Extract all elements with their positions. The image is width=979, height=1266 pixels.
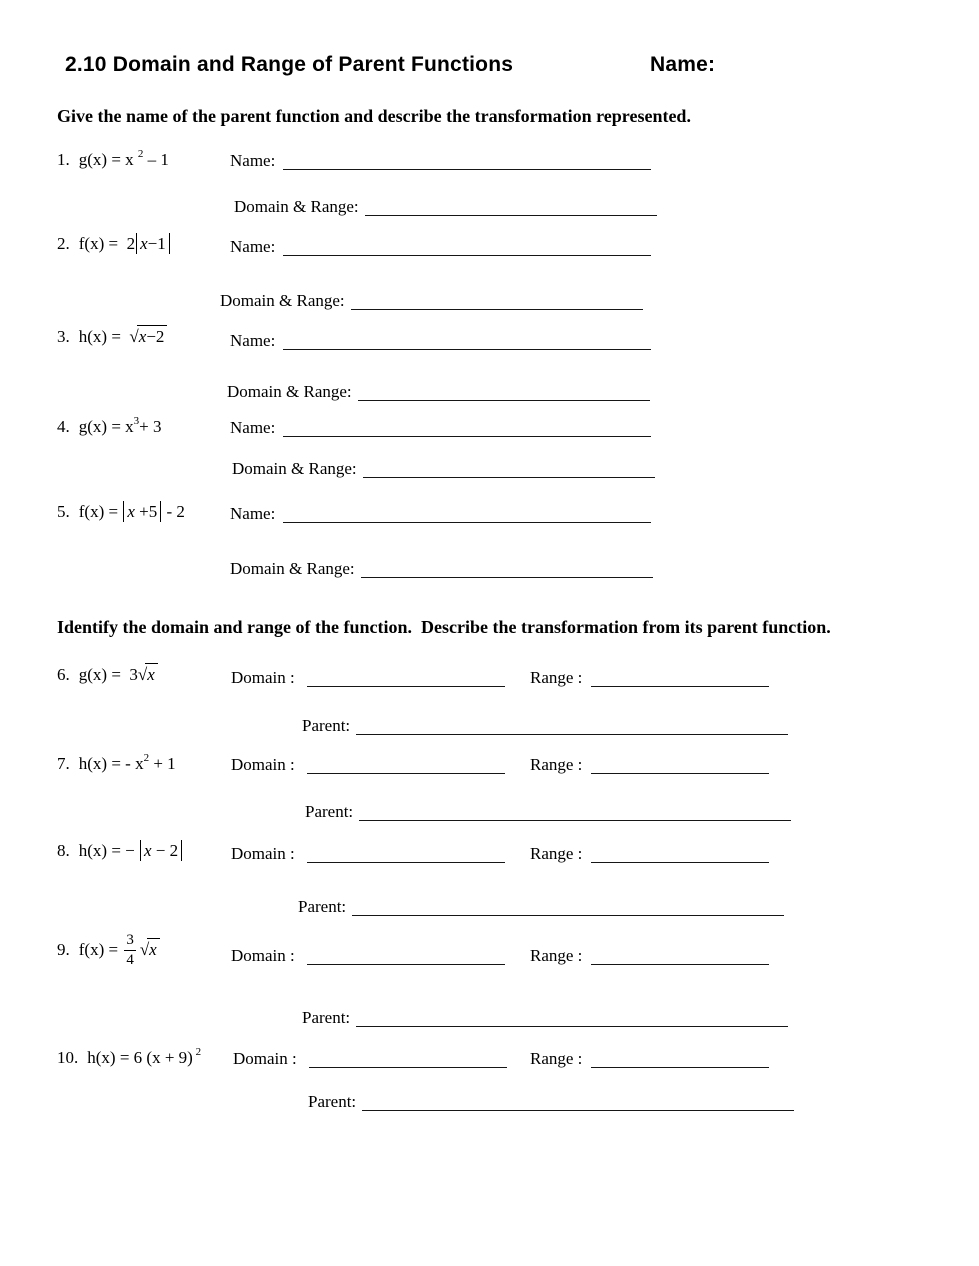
- problem-4-equation: $g(x) = x^3+ 3$: [78, 415, 162, 436]
- problem-7-parent-field: [305, 802, 791, 822]
- range-label: Range :: [530, 668, 583, 687]
- problem-9-parent-field: [302, 1008, 788, 1028]
- range-label: Range :: [530, 1049, 583, 1068]
- problem-10-equation: h(x) = 6 (x + 9) $^2$: [87, 1046, 202, 1067]
- problem-4-formula: [57, 416, 162, 437]
- q5-domain-range-blank[interactable]: [361, 571, 653, 578]
- problem-3-formula: [57, 327, 167, 347]
- problem-10-domain-field: [233, 1049, 507, 1069]
- problem-1-name-field: [230, 151, 651, 171]
- q9-range-blank[interactable]: [591, 958, 769, 965]
- range-label: Range :: [530, 946, 583, 965]
- problem-10-formula: [57, 1047, 201, 1068]
- domain-range-label: Domain & Range:: [230, 559, 355, 578]
- q3-name-blank[interactable]: [283, 343, 651, 350]
- problem-10-parent-field: [308, 1092, 794, 1112]
- q4-name-blank[interactable]: [283, 430, 651, 437]
- problem-4-domain-range-field: [232, 459, 655, 479]
- domain-label: Domain :: [231, 946, 295, 965]
- problem-7-equation: h(x) = - $x^2 + 1$: [78, 752, 176, 773]
- problem-2-number: 2.: [57, 234, 70, 253]
- name-label: Name:: [230, 331, 276, 350]
- problem-9-formula: [57, 932, 160, 970]
- problem-10-range-field: [530, 1049, 769, 1069]
- problem-9-number: 9.: [57, 939, 70, 959]
- problem-6-formula: [57, 665, 158, 685]
- problem-7-number: 7.: [57, 753, 70, 773]
- problem-5-name-field: [230, 504, 651, 524]
- problem-5-formula: [57, 502, 185, 522]
- problem-9-range-field: [530, 946, 769, 966]
- q8-domain-blank[interactable]: [307, 856, 505, 863]
- problem-2-formula: [57, 234, 171, 254]
- q3-domain-range-blank[interactable]: [358, 394, 650, 401]
- problem-6-domain-field: [231, 668, 505, 688]
- q8-range-blank[interactable]: [591, 856, 769, 863]
- problem-6-equation: g(x) = 3√x: [79, 665, 158, 684]
- q4-domain-range-blank[interactable]: [363, 471, 655, 478]
- name-label: Name:: [230, 418, 276, 437]
- problem-9-equation: f(x) = $\frac{3}{4}$ √x: [79, 940, 160, 959]
- problem-8-range-field: [530, 844, 769, 864]
- problem-4-number: 4.: [57, 416, 70, 436]
- problem-5-number: 5.: [57, 502, 70, 521]
- problem-2-domain-range-field: [220, 291, 643, 311]
- problem-1-formula: [57, 149, 169, 170]
- section-b-instruction: Identify the domain and range of the function. Describe the transformation from its parent function.: [57, 617, 831, 637]
- q9-domain-blank[interactable]: [307, 958, 505, 965]
- problem-7-range-field: [530, 755, 769, 775]
- problem-2-name-field: [230, 237, 651, 257]
- q9-parent-blank[interactable]: [356, 1020, 788, 1027]
- range-label: Range :: [530, 844, 583, 863]
- problem-2-equation: f(x) = 2 x−1: [79, 234, 171, 253]
- problem-5-equation: f(x) = x +5 - 2: [78, 502, 185, 521]
- q6-parent-blank[interactable]: [356, 728, 788, 735]
- q2-name-blank[interactable]: [283, 249, 651, 256]
- problem-7-formula: [57, 753, 176, 774]
- problem-3-equation: h(x) = √x−2: [79, 327, 168, 346]
- name-label: Name:: [230, 151, 276, 170]
- name-label: Name:: [230, 504, 276, 523]
- q6-domain-blank[interactable]: [307, 680, 505, 687]
- domain-range-label: Domain & Range:: [232, 459, 357, 478]
- q1-name-blank[interactable]: [283, 163, 651, 170]
- q7-parent-blank[interactable]: [359, 814, 791, 821]
- q10-domain-blank[interactable]: [309, 1061, 507, 1068]
- problem-6-range-field: [530, 668, 769, 688]
- problem-8-number: 8.: [57, 841, 70, 860]
- parent-label: Parent:: [308, 1092, 357, 1111]
- name-label: Name:: [230, 237, 276, 256]
- range-label: Range :: [530, 755, 583, 774]
- q10-range-blank[interactable]: [591, 1061, 769, 1068]
- problem-3-number: 3.: [57, 327, 70, 346]
- parent-label: Parent:: [305, 802, 354, 821]
- problem-5-domain-range-field: [230, 559, 653, 579]
- problem-9-domain-field: [231, 946, 505, 966]
- parent-label: Parent:: [302, 1008, 351, 1027]
- parent-label: Parent:: [302, 716, 351, 735]
- domain-range-label: Domain & Range:: [234, 197, 359, 216]
- domain-label: Domain :: [233, 1049, 297, 1068]
- q7-range-blank[interactable]: [591, 767, 769, 774]
- student-name-label: Name:: [650, 53, 716, 76]
- problem-8-equation: h(x) = − x − 2: [79, 841, 183, 860]
- problem-6-parent-field: [302, 716, 788, 736]
- problem-4-name-field: [230, 418, 651, 438]
- problem-8-domain-field: [231, 844, 505, 864]
- q8-parent-blank[interactable]: [352, 909, 784, 916]
- page-title: 2.10 Domain and Range of Parent Functions: [65, 53, 514, 76]
- parent-label: Parent:: [298, 897, 347, 916]
- q5-name-blank[interactable]: [283, 516, 651, 523]
- problem-6-number: 6.: [57, 665, 70, 684]
- problem-3-domain-range-field: [227, 382, 650, 402]
- problem-1-domain-range-field: [234, 197, 657, 217]
- q2-domain-range-blank[interactable]: [351, 303, 643, 310]
- domain-label: Domain :: [231, 755, 295, 774]
- domain-label: Domain :: [231, 844, 295, 863]
- problem-7-domain-field: [231, 755, 505, 775]
- domain-range-label: Domain & Range:: [227, 382, 352, 401]
- q1-domain-range-blank[interactable]: [365, 209, 657, 216]
- domain-label: Domain :: [231, 668, 295, 687]
- problem-1-equation: g(x) = x $^2$ – 1: [78, 148, 169, 169]
- q10-parent-blank[interactable]: [362, 1104, 794, 1111]
- domain-range-label: Domain & Range:: [220, 291, 345, 310]
- section-a-instruction: Give the name of the parent function and describe the transformation represented.: [57, 106, 691, 126]
- q7-domain-blank[interactable]: [307, 767, 505, 774]
- q6-range-blank[interactable]: [591, 680, 769, 687]
- problem-10-number: 10.: [57, 1047, 79, 1067]
- problem-3-name-field: [230, 331, 651, 351]
- problem-1-number: 1.: [57, 149, 70, 169]
- problem-8-formula: [57, 841, 183, 861]
- problem-8-parent-field: [298, 897, 784, 917]
